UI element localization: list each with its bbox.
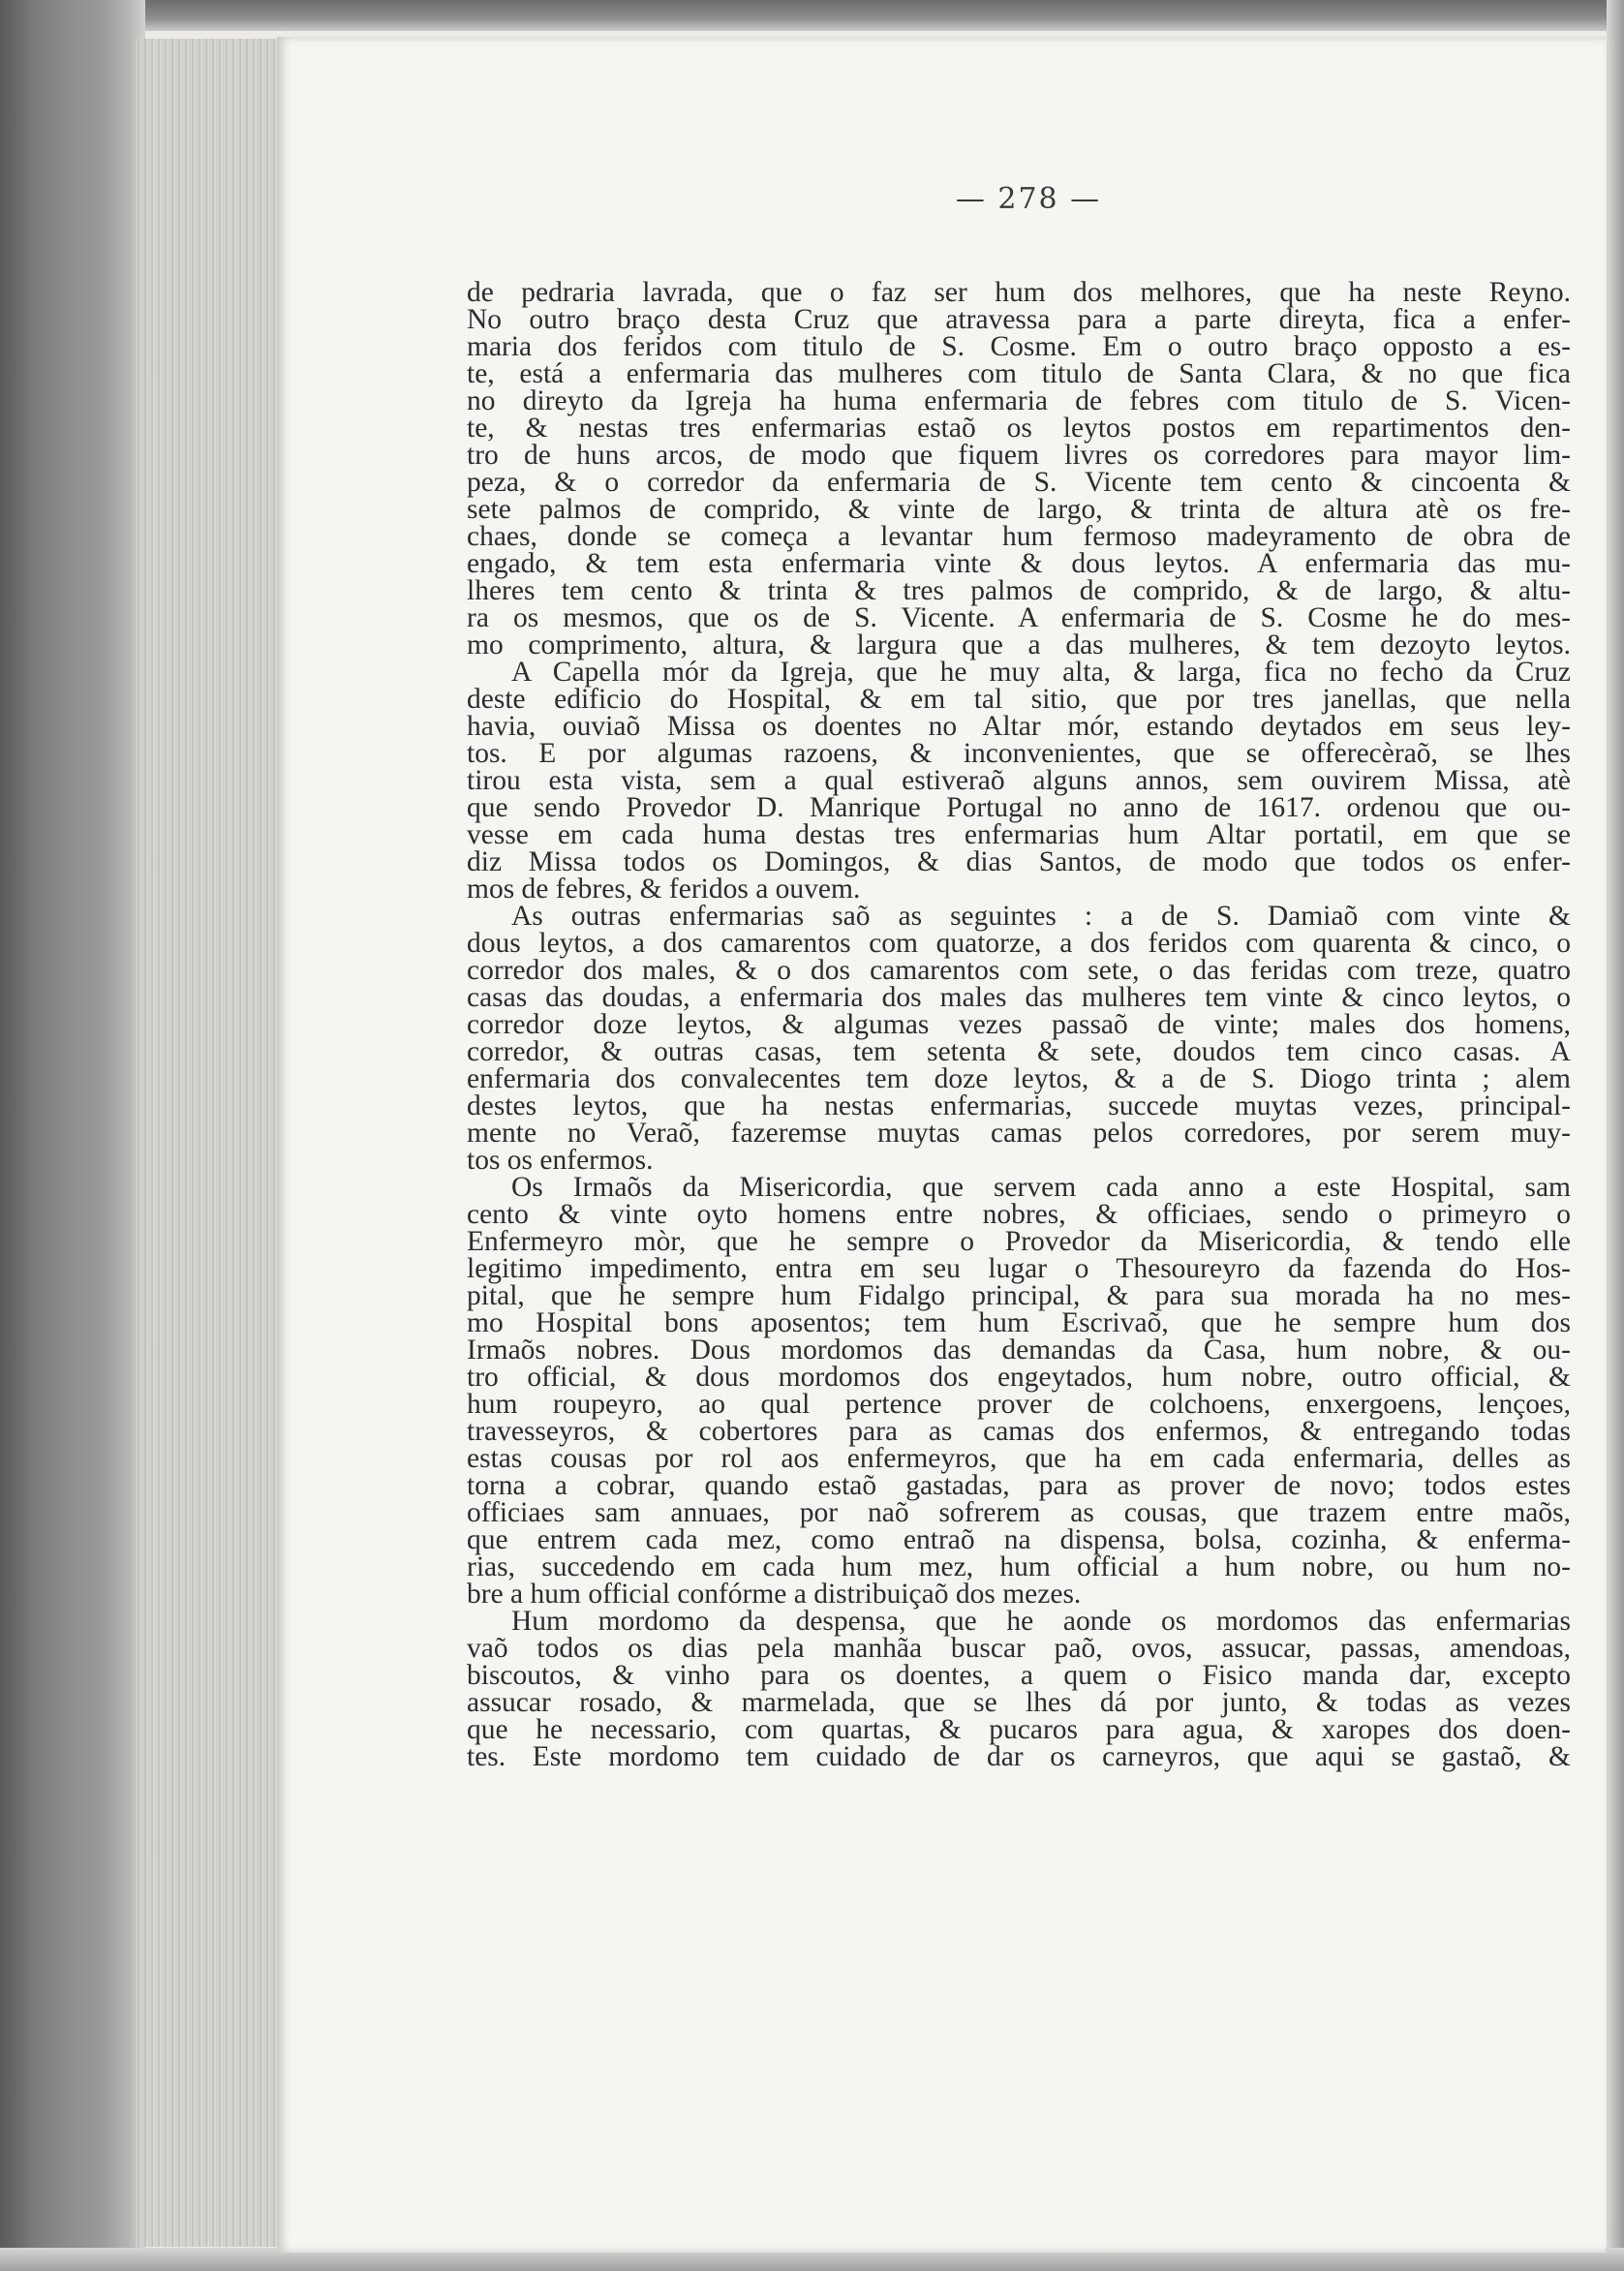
text-line: torna a cobrar, quando estaõ gastadas, para as prover de novo; todos estes — [467, 1470, 1571, 1501]
text-line: maria dos feridos com titulo de S. Cosme. Em o outro braço opposto a es- — [467, 331, 1571, 362]
text-line: rias, succedendo em cada hum mez, hum official a hum nobre, ou hum no- — [467, 1551, 1571, 1582]
text-line: bre a hum official confórme a distribuiçaõ dos mezes. — [467, 1579, 1082, 1610]
text-line: mente no Veraõ, fazeremse muytas camas pelos corredores, por serem muy- — [467, 1118, 1571, 1149]
text-line: hum roupeyro, ao qual pertence prover de colchoens, enxergoens, lençoes, — [467, 1389, 1571, 1420]
text-line: havia, ouviaõ Missa os doentes no Altar mór, estando deytados em seus ley- — [467, 711, 1571, 742]
book-binding-shadow — [0, 0, 145, 2271]
page-sheet — [277, 37, 1606, 2253]
text-line: sete palmos de comprido, & vinte de largo, & trinta de altura atè os fre- — [467, 494, 1571, 525]
scan-right-border — [1607, 0, 1624, 2271]
text-line: assucar rosado, & marmelada, que se lhes dá por junto, & todas as vezes — [467, 1687, 1571, 1718]
text-line: Hum mordomo da despensa, que he aonde os mordomos das enfermarias — [511, 1606, 1571, 1637]
text-line: destes leytos, que ha nestas enfermarias, succede muytas vezes, principal- — [467, 1090, 1571, 1121]
text-line: corredor dos males, & o dos camarentos com sete, o das feridas com treze, quatro — [467, 955, 1571, 986]
text-line: no direyto da Igreja ha huma enfermaria de febres com titulo de S. Vicen- — [467, 385, 1571, 416]
text-line: de pedraria lavrada, que o faz ser hum dos melhores, que ha neste Reyno. — [467, 277, 1571, 308]
text-line: te, está a enfermaria das mulheres com titulo de Santa Clara, & no que fica — [467, 358, 1571, 389]
text-line: que entrem cada mez, como entraõ na dispensa, bolsa, cozinha, & enferma- — [467, 1524, 1571, 1555]
text-line: cento & vinte oyto homens entre nobres, & officiaes, sendo o primeyro o — [467, 1199, 1571, 1230]
text-line: travesseyros, & cobertores para as camas dos enfermos, & entregando todas — [467, 1416, 1571, 1447]
text-line: tos os enfermos. — [467, 1145, 654, 1176]
text-line: que sendo Provedor D. Manrique Portugal no anno de 1617. ordenou que ou- — [467, 792, 1571, 823]
text-line: vesse em cada huma destas tres enfermarias hum Altar portatil, em que se — [467, 819, 1571, 850]
text-line: vaõ todos os dias pela manhãa buscar paõ, ovos, assucar, passas, amendoas, — [467, 1633, 1571, 1664]
text-line: te, & nestas tres enfermarias estaõ os leytos postos em repartimentos den- — [467, 413, 1571, 444]
page-number: — 278 — — [955, 182, 1102, 216]
text-line: ra os mesmos, que os de S. Vicente. A enfermaria de S. Cosme he do mes- — [467, 602, 1571, 633]
text-line: As outras enfermarias saõ as seguintes : a de S. Damiaõ com vinte & — [511, 901, 1571, 932]
text-line: tirou esta vista, sem a qual estiveraõ alguns annos, sem ouvirem Missa, atè — [467, 765, 1571, 796]
text-line: A Capella mór da Igreja, que he muy alta, & larga, fica no fecho da Cruz — [511, 657, 1571, 688]
text-line: Irmaõs nobres. Dous mordomos das demandas da Casa, hum nobre, & ou- — [467, 1335, 1571, 1366]
text-line: Enfermeyro mòr, que he sempre o Provedor da Misericordia, & tendo elle — [467, 1226, 1571, 1257]
text-line: tos. E por algumas razoens, & inconvenientes, que se offerecèraõ, se lhes — [467, 738, 1571, 769]
text-line: deste edificio do Hospital, & em tal sitio, que por tres janellas, que nella — [467, 684, 1571, 715]
text-line: enfermaria dos convalecentes tem doze leytos, & a de S. Diogo trinta ; alem — [467, 1063, 1571, 1094]
scan-top-border — [0, 0, 1624, 31]
text-line: corredor doze leytos, & algumas vezes passaõ de vinte; males dos homens, — [467, 1009, 1571, 1040]
text-line: casas das doudas, a enfermaria dos males das mulheres tem vinte & cinco leytos, o — [467, 982, 1571, 1013]
text-line: biscoutos, & vinho para os doentes, a quem o Fisico manda dar, excepto — [467, 1660, 1571, 1691]
text-line: tro de huns arcos, de modo que fiquem livres os corredores para mayor lim- — [467, 440, 1571, 471]
text-line: diz Missa todos os Domingos, & dias Santos, de modo que todos os enfer- — [467, 846, 1571, 877]
text-line: tes. Este mordomo tem cuidado de dar os carneyros, que aqui se gastaõ, & — [467, 1741, 1571, 1772]
text-line: chaes, donde se começa a levantar hum fermoso madeyramento de obra de — [467, 521, 1571, 552]
text-line: peza, & o corredor da enfermaria de S. Vicente tem cento & cincoenta & — [467, 467, 1571, 498]
text-line: mo Hospital bons aposentos; tem hum Escrivaõ, que he sempre hum dos — [467, 1307, 1571, 1338]
text-line: engado, & tem esta enfermaria vinte & dous leytos. A enfermaria das mu- — [467, 548, 1571, 579]
body-text — [467, 279, 1571, 1770]
text-line: pital, que he sempre hum Fidalgo principal, & para sua morada ha no mes- — [467, 1280, 1571, 1311]
text-line: estas cousas por rol aos enfermeyros, que ha em cada enfermaria, delles as — [467, 1443, 1571, 1474]
text-line: Os Irmaõs da Misericordia, que servem cada anno a este Hospital, sam — [511, 1172, 1571, 1203]
text-line: que he necessario, com quartas, & pucaros para agua, & xaropes dos doen- — [467, 1714, 1571, 1745]
text-line: corredor, & outras casas, tem setenta & sete, doudos tem cinco casas. A — [467, 1036, 1571, 1067]
text-line: mos de febres, & feridos a ouvem. — [467, 874, 861, 905]
text-line: lheres tem cento & trinta & tres palmos de comprido, & de largo, & altu- — [467, 575, 1571, 606]
text-line: legitimo impedimento, entra em seu lugar o Thesoureyro da fazenda do Hos- — [467, 1253, 1571, 1284]
text-line: officiaes sam annuaes, por naõ sofrerem as cousas, que trazem entre maõs, — [467, 1497, 1571, 1528]
text-line: dous leytos, a dos camarentos com quatorze, a dos feridos com quarenta & cinco, o — [467, 928, 1571, 959]
text-line: mo comprimento, altura, & largura que a das mulheres, & tem dezoyto leytos. — [467, 629, 1571, 660]
text-line: No outro braço desta Cruz que atravessa para a parte direyta, fica a enfer- — [467, 304, 1571, 335]
text-line: tro official, & dous mordomos dos engeytados, hum nobre, outro official, & — [467, 1362, 1571, 1393]
page-edges — [136, 39, 281, 2247]
